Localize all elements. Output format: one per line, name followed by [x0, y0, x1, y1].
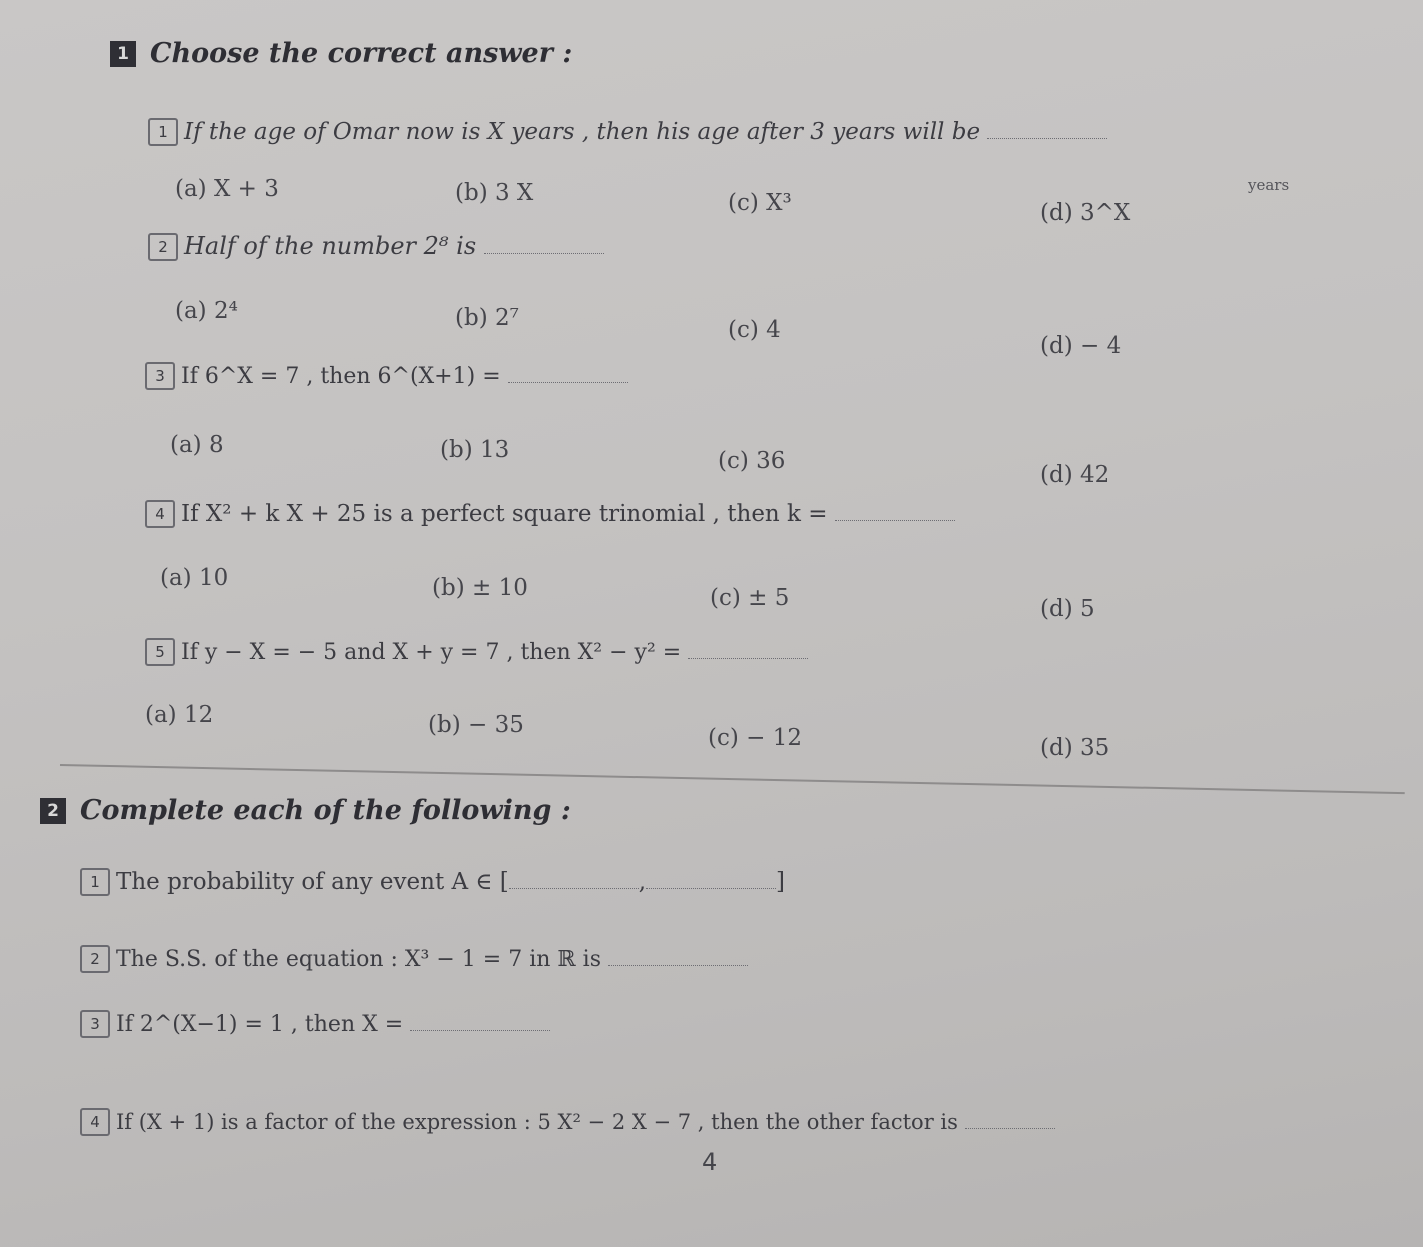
- question-5-blank[interactable]: [688, 658, 808, 659]
- section-2-heading: [40, 795, 571, 826]
- question-4-number: 4: [145, 500, 175, 528]
- q5-option-b[interactable]: (b) − 35: [428, 712, 524, 738]
- q2-option-c[interactable]: (c) 4: [728, 317, 781, 343]
- question-4-blank[interactable]: [835, 520, 955, 521]
- q4-option-a[interactable]: (a) 10: [160, 565, 229, 591]
- q3-option-a[interactable]: (a) 8: [170, 432, 224, 458]
- completion-1-blank-lower[interactable]: [509, 888, 639, 889]
- q2-option-a[interactable]: (a) 2⁴: [175, 298, 238, 324]
- q2-option-d[interactable]: (d) − 4: [1040, 333, 1122, 359]
- question-5: [145, 638, 808, 666]
- completion-2-text: The S.S. of the equation : X³ − 1 = 7 in ℝ is: [116, 947, 601, 972]
- question-3-blank[interactable]: [508, 382, 628, 383]
- question-1-text: If the age of Omar now is X years , then his age after 3 years will be: [184, 119, 981, 145]
- completion-4-number: 4: [80, 1108, 110, 1136]
- question-2-blank[interactable]: [484, 253, 604, 254]
- q1-option-d[interactable]: (d) 3^X: [1040, 200, 1131, 226]
- q5-option-d[interactable]: (d) 35: [1040, 735, 1110, 761]
- section-2-number: 2: [40, 798, 66, 824]
- completion-1-separator: ,: [638, 869, 647, 895]
- question-3-number: 3: [145, 362, 175, 390]
- completion-3: [80, 1010, 550, 1038]
- question-1: [148, 118, 1107, 146]
- q1-option-c[interactable]: (c) X³: [728, 190, 792, 216]
- completion-1-blank-upper[interactable]: [646, 888, 776, 889]
- question-5-text: If y − X = − 5 and X + y = 7 , then X² − y² =: [181, 640, 682, 665]
- completion-1-text: The probability of any event A ∈ [: [116, 869, 509, 895]
- q5-option-a[interactable]: (a) 12: [145, 702, 214, 728]
- completion-3-blank[interactable]: [410, 1030, 550, 1031]
- completion-4: [80, 1108, 1055, 1136]
- completion-4-text: If (X + 1) is a factor of the expression : 5 X² − 2 X − 7 , then the other factor is: [116, 1110, 958, 1134]
- completion-1-end: ]: [776, 869, 786, 895]
- question-2: [148, 232, 604, 261]
- question-3: [145, 362, 628, 390]
- question-4: [145, 500, 955, 528]
- q4-option-c[interactable]: (c) ± 5: [710, 585, 790, 611]
- q1-option-a[interactable]: (a) X + 3: [175, 176, 279, 202]
- q5-option-c[interactable]: (c) − 12: [708, 725, 802, 751]
- q3-option-c[interactable]: (c) 36: [718, 448, 786, 474]
- section-1-title: Choose the correct answer :: [150, 38, 573, 69]
- section-1-heading: [110, 38, 572, 69]
- section-divider: [60, 764, 1405, 794]
- question-1-number: 1: [148, 118, 178, 146]
- completion-2-number: 2: [80, 945, 110, 973]
- question-3-text: If 6^X = 7 , then 6^(X+1) =: [181, 364, 501, 389]
- question-4-text: If X² + k X + 25 is a perfect square trinomial , then k =: [181, 501, 828, 527]
- completion-4-blank[interactable]: [965, 1128, 1055, 1129]
- section-1-number: 1: [110, 41, 136, 67]
- q4-option-b[interactable]: (b) ± 10: [432, 575, 528, 601]
- q3-option-d[interactable]: (d) 42: [1040, 462, 1110, 488]
- question-1-blank[interactable]: [987, 138, 1107, 139]
- question-5-number: 5: [145, 638, 175, 666]
- completion-3-number: 3: [80, 1010, 110, 1038]
- completion-1-number: 1: [80, 868, 110, 896]
- q1-option-b[interactable]: (b) 3 X: [455, 180, 534, 206]
- q2-option-b[interactable]: (b) 2⁷: [455, 305, 519, 331]
- page-number: 4: [702, 1148, 718, 1176]
- q4-option-d[interactable]: (d) 5: [1040, 596, 1095, 622]
- completion-2: [80, 945, 748, 973]
- completion-2-blank[interactable]: [608, 965, 748, 966]
- section-2-title: Complete each of the following :: [80, 795, 571, 826]
- completion-1: [80, 868, 785, 896]
- question-1-suffix: years: [1248, 176, 1290, 194]
- completion-3-text: If 2^(X−1) = 1 , then X =: [116, 1012, 404, 1037]
- question-2-text: Half of the number 2⁸ is: [184, 232, 477, 260]
- question-2-number: 2: [148, 233, 178, 261]
- q3-option-b[interactable]: (b) 13: [440, 437, 510, 463]
